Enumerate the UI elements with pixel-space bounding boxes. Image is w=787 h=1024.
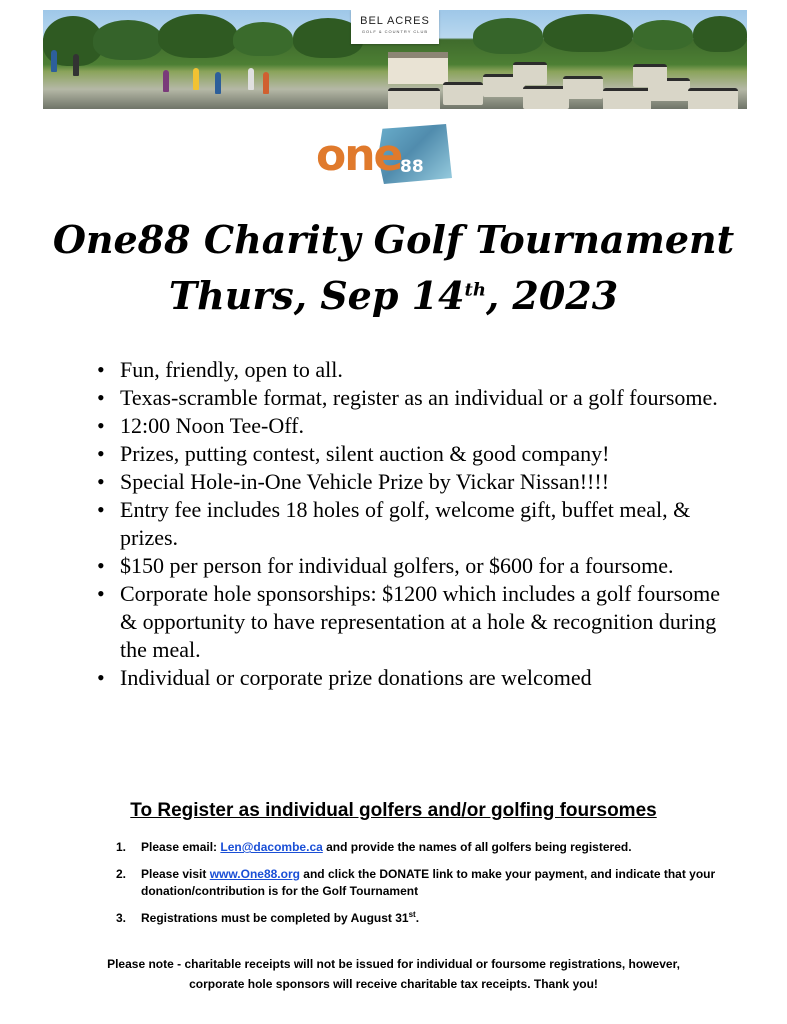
club-subtitle: GOLF & COUNTRY CLUB [361, 29, 429, 34]
step-number: 1. [116, 840, 127, 854]
step-text: Please visit [141, 867, 210, 881]
event-date [0, 270, 787, 322]
event-date-year: , 2023 [485, 273, 619, 318]
list-item: • Special Hole-in-One Vehicle Prize by Vickar Nissan!!!! [95, 468, 735, 496]
step-text: . [415, 911, 420, 925]
one88-logo [316, 124, 456, 188]
step-text: Registrations must be completed by August 31 [141, 911, 409, 925]
date-ordinal: st [408, 910, 416, 919]
website-link[interactable]: www.One88.org [209, 867, 300, 881]
event-date-main: Thurs, Sep 14 [168, 273, 465, 318]
charitable-receipt-note: Please note - charitable receipts will not be issued for individual or foursome registrations, however, corporate hole sponsors will receive charitable tax receipts. Thank you! [107, 957, 680, 991]
registration-step-3 [116, 910, 716, 927]
step-text: Please email: [141, 840, 221, 854]
list-item: • $150 per person for individual golfers, or $600 for a foursome. [95, 552, 735, 580]
golf-course-banner [43, 10, 747, 109]
email-link[interactable]: Len@dacombe.ca [220, 840, 323, 854]
list-item: • Individual or corporate prize donations are welcomed [95, 664, 735, 692]
logo-number: 88 [400, 157, 424, 177]
step-number: 3. [116, 911, 127, 925]
list-item: • 12:00 Noon Tee-Off. [95, 412, 735, 440]
registration-steps [116, 839, 716, 937]
step-number: 2. [116, 867, 127, 881]
registration-step-1 [116, 839, 716, 856]
bel-acres-logo [351, 10, 439, 44]
event-details-list [95, 356, 735, 692]
event-title: One88 Charity Golf Tournament [52, 217, 735, 262]
club-name: BEL ACRES [360, 15, 430, 27]
list-item: • Corporate hole sponsorships: $1200 which includes a golf foursome & opportunity to have representation at a hole & recognition during the meal. [95, 580, 735, 664]
registration-step-2 [116, 866, 716, 900]
step-text: and click the DONATE link to make your payment, and indicate that your donation/contribution is for the Golf Tournament [141, 867, 716, 898]
list-item: • Prizes, putting contest, silent auction & good company! [95, 440, 735, 468]
list-item: • Entry fee includes 18 holes of golf, welcome gift, buffet meal, & prizes. [95, 496, 735, 552]
list-item: • Fun, friendly, open to all. [95, 356, 735, 384]
logo-word: one [316, 130, 402, 181]
registration-heading: To Register as individual golfers and/or golfing foursomes [130, 800, 657, 821]
step-text: and provide the names of all golfers being registered. [322, 840, 632, 854]
list-item: • Texas-scramble format, register as an individual or a golf foursome. [95, 384, 735, 412]
event-date-ordinal: th [464, 279, 486, 301]
